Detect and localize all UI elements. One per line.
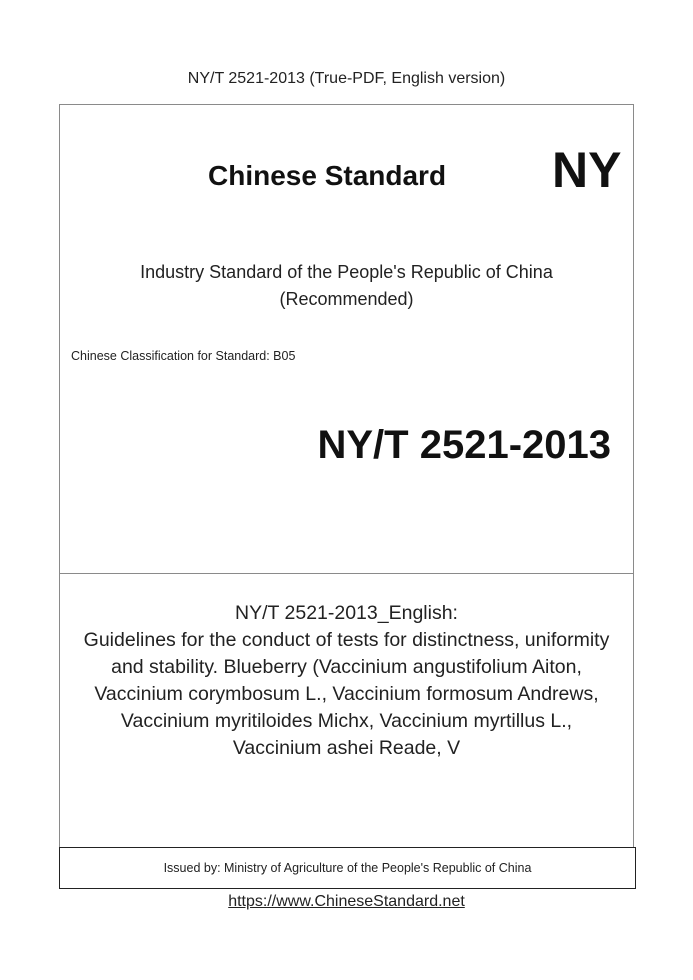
standard-code: NY — [552, 142, 622, 198]
document-header: NY/T 2521-2013 (True-PDF, English version) — [187, 70, 506, 87]
cover-frame — [59, 104, 634, 887]
title-line: Vaccinium ashei Reade, V — [232, 737, 461, 759]
title-line: Guidelines for the conduct of tests for distinctness, uniformity — [83, 629, 610, 651]
section-divider — [60, 573, 633, 574]
standard-label: Chinese Standard — [208, 160, 447, 191]
issued-by-text: Issued by: Ministry of Agriculture of the People's Republic of China — [163, 861, 532, 875]
industry-line-2: (Recommended) — [279, 289, 414, 309]
industry-standard-block — [60, 259, 633, 313]
document-title — [60, 600, 633, 762]
website-link[interactable]: https://www.ChineseStandard.net — [228, 893, 465, 910]
title-line: and stability. Blueberry (Vaccinium angustifolium Aiton, — [111, 656, 582, 678]
standard-number: NY/T 2521-2013 — [317, 423, 611, 467]
industry-line-1: Industry Standard of the People's Republic of China — [140, 262, 553, 282]
classification: Chinese Classification for Standard: B05 — [71, 349, 296, 363]
title-line: Vaccinium myritiloides Michx, Vaccinium myrtillus L., — [120, 710, 573, 732]
title-line: NY/T 2521-2013_English: — [235, 602, 458, 624]
issued-by-box — [59, 847, 636, 889]
title-line: Vaccinium corymbosum L., Vaccinium formosum Andrews, — [94, 683, 599, 705]
